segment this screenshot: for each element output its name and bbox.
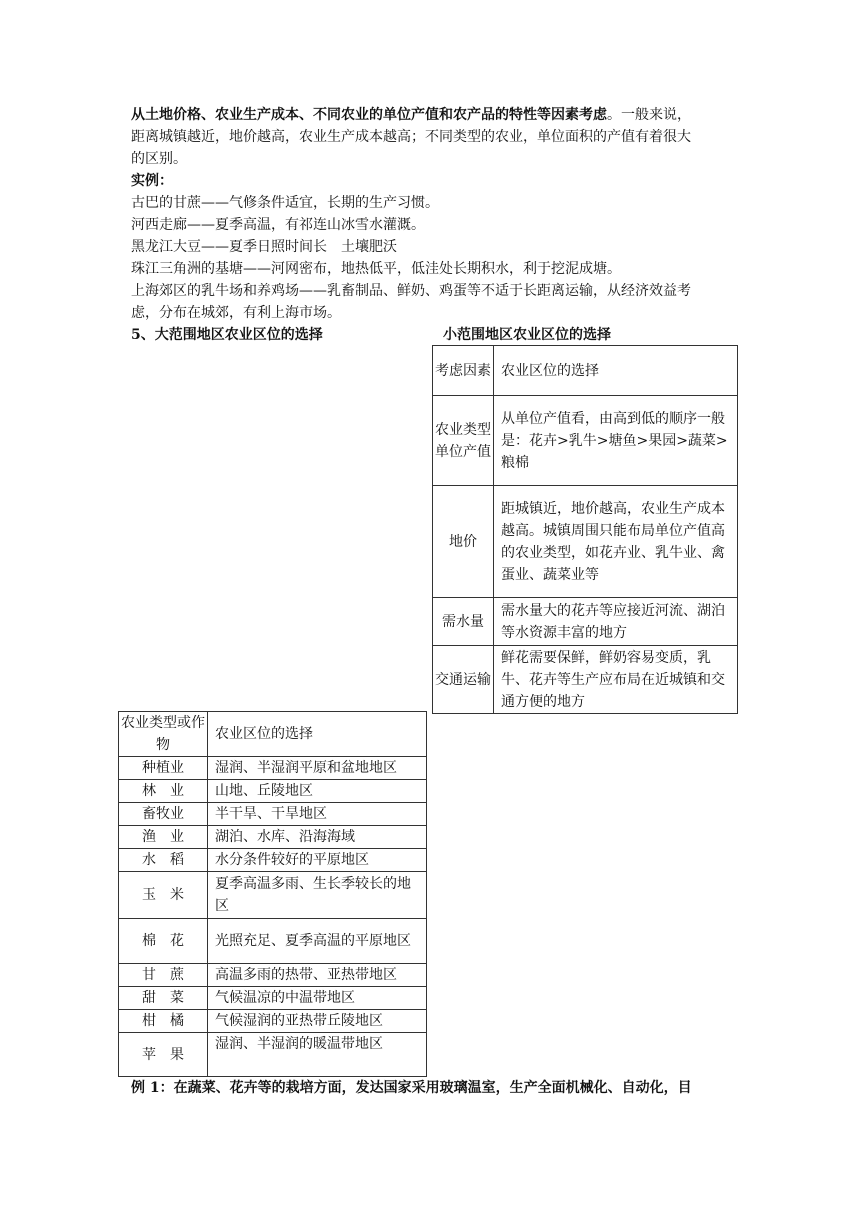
table-row — [119, 803, 427, 826]
example-item: 虑，分布在城郊，有利上海市场。 — [131, 305, 341, 321]
choice-cell: 高温多雨的热带、亚热带地区 — [208, 964, 427, 987]
table-row — [119, 780, 427, 803]
choice-cell: 气候温凉的中温带地区 — [208, 987, 427, 1010]
choice-cell: 湿润、半湿润平原和盆地地区 — [208, 757, 427, 780]
example-item: 上海郊区的乳牛场和养鸡场——乳畜制品、鲜奶、鸡蛋等不适于长距离运输，从经济效益考 — [131, 283, 691, 299]
crop-cell: 甘 蔗 — [119, 964, 208, 987]
example-item: 河西走廊——夏季高温，有祁连山冰雪水灌溉。 — [131, 217, 425, 233]
table-row — [119, 987, 427, 1010]
example-item: 珠江三角洲的基塘——河网密布，地热低平，低洼处长期积水，利于挖泥成塘。 — [131, 261, 621, 277]
table-row — [119, 872, 427, 919]
table-row — [119, 826, 427, 849]
table-row — [433, 396, 738, 486]
table-row — [119, 1010, 427, 1033]
section-small-title: 小范围地区农业区位的选择 — [443, 327, 611, 343]
choice-cell: 鲜花需要保鲜，鲜奶容易变质，乳牛、花卉等生产应布局在近城镇和交通方便的地方 — [494, 646, 738, 714]
choice-cell: 需水量大的花卉等应接近河流、湖泊等水资源丰富的地方 — [494, 598, 738, 646]
choice-cell: 半干旱、干旱地区 — [208, 803, 427, 826]
crop-cell: 畜牧业 — [119, 803, 208, 826]
choice-cell: 光照充足、夏季高温的平原地区 — [208, 919, 427, 964]
crop-cell: 玉 米 — [119, 872, 208, 919]
crop-cell: 棉 花 — [119, 919, 208, 964]
factor-cell: 需水量 — [433, 598, 494, 646]
example-1-line: 例 1：在蔬菜、花卉等的栽培方面，发达国家采用玻璃温室，生产全面机械化、自动化，目 — [131, 1080, 692, 1096]
small-region-table — [432, 345, 738, 714]
intro-line-2: 距离城镇越近，地价越高，农业生产成本越高；不同类型的农业，单位面积的产值有着很大 — [131, 129, 691, 145]
table-row — [119, 757, 427, 780]
table-header-row — [433, 346, 738, 396]
choice-cell: 气候湿润的亚热带丘陵地区 — [208, 1010, 427, 1033]
header-choice: 农业区位的选择 — [208, 712, 427, 757]
example-item: 黑龙江大豆——夏季日照时间长 土壤肥沃 — [131, 239, 397, 255]
factor-cell: 农业类型单位产值 — [433, 396, 494, 486]
choice-cell: 距城镇近，地价越高，农业生产成本越高。城镇周围只能布局单位产值高的农业类型，如花卉业、乳牛业、禽蛋业、蔬菜业等 — [494, 486, 738, 598]
table-row — [433, 486, 738, 598]
table-row — [119, 1033, 427, 1077]
intro-line-3: 的区别。 — [131, 151, 187, 167]
factor-cell: 交通运输 — [433, 646, 494, 714]
choice-cell: 湖泊、水库、沿海海域 — [208, 826, 427, 849]
header-choice: 农业区位的选择 — [494, 346, 738, 396]
choice-cell: 山地、丘陵地区 — [208, 780, 427, 803]
examples-heading: 实例： — [131, 173, 173, 189]
intro-line-1 — [131, 104, 691, 126]
factor-cell: 地价 — [433, 486, 494, 598]
table-row — [119, 849, 427, 872]
choice-cell: 水分条件较好的平原地区 — [208, 849, 427, 872]
table-row — [119, 964, 427, 987]
choice-cell: 湿润、半湿润的暖温带地区 — [208, 1033, 427, 1077]
table-row — [433, 646, 738, 714]
table-row — [433, 598, 738, 646]
section-large-title: 5、大范围地区农业区位的选择 — [131, 327, 323, 343]
choice-cell: 从单位产值看，由高到低的顺序一般是：花卉>乳牛>塘鱼>果园>蔬菜>粮棉 — [494, 396, 738, 486]
crop-cell: 渔 业 — [119, 826, 208, 849]
crop-cell: 林 业 — [119, 780, 208, 803]
header-crop: 农业类型或作物 — [119, 712, 208, 757]
crop-cell: 水 稻 — [119, 849, 208, 872]
large-region-table — [118, 711, 427, 1077]
crop-cell: 种植业 — [119, 757, 208, 780]
crop-cell: 甜 菜 — [119, 987, 208, 1010]
crop-cell: 苹 果 — [119, 1033, 208, 1077]
choice-cell: 夏季高温多雨、生长季较长的地区 — [208, 872, 427, 919]
intro-line-1-rest: 。一般来说， — [607, 107, 691, 123]
table-row — [119, 919, 427, 964]
header-factor: 考虑因素 — [433, 346, 494, 396]
example-item: 古巴的甘蔗——气修条件适宜，长期的生产习惯。 — [131, 195, 439, 211]
crop-cell: 柑 橘 — [119, 1010, 208, 1033]
table-header-row — [119, 712, 427, 757]
intro-key-phrase: 从土地价格、农业生产成本、不同农业的单位产值和农产品的特性等因素考虑 — [131, 107, 607, 123]
